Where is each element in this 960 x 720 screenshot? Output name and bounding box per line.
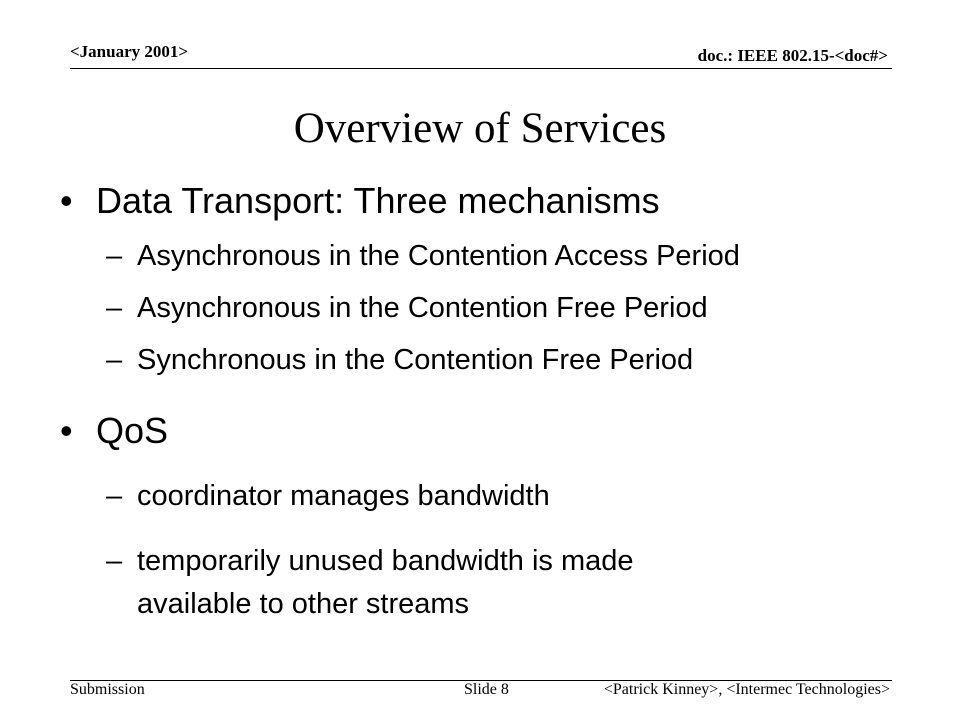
dash-marker: – [106, 292, 123, 324]
footer-slide-number: Slide 8 [464, 681, 509, 698]
sub-item-unused-bandwidth: temporarily unused bandwidth is made [137, 545, 634, 577]
header-divider [70, 68, 892, 69]
bullet-marker: • [60, 180, 73, 221]
dash-marker: – [106, 545, 123, 577]
bullet-marker: • [60, 410, 73, 451]
slide-title: Overview of Services [293, 105, 667, 152]
sub-item-unused-bandwidth-cont: available to other streams [137, 588, 470, 620]
sub-item-async-cfp: Asynchronous in the Contention Free Period [137, 292, 708, 324]
bullet-data-transport: Data Transport: Three mechanisms [96, 180, 660, 221]
footer-author: <Patrick Kinney>, <Intermec Technologies> [603, 681, 890, 698]
dash-marker: – [106, 344, 123, 376]
dash-marker: – [106, 240, 123, 272]
header-date: <January 2001> [70, 42, 189, 61]
sub-item-sync-cfp: Synchronous in the Contention Free Period [137, 344, 694, 376]
footer-submission: Submission [70, 681, 145, 698]
sub-item-async-cap: Asynchronous in the Contention Access Period [137, 240, 740, 272]
bullet-qos: QoS [96, 410, 169, 451]
header-doc-id: doc.: IEEE 802.15-<doc#> [697, 46, 888, 65]
sub-item-coordinator: coordinator manages bandwidth [137, 480, 550, 512]
dash-marker: – [106, 480, 123, 512]
